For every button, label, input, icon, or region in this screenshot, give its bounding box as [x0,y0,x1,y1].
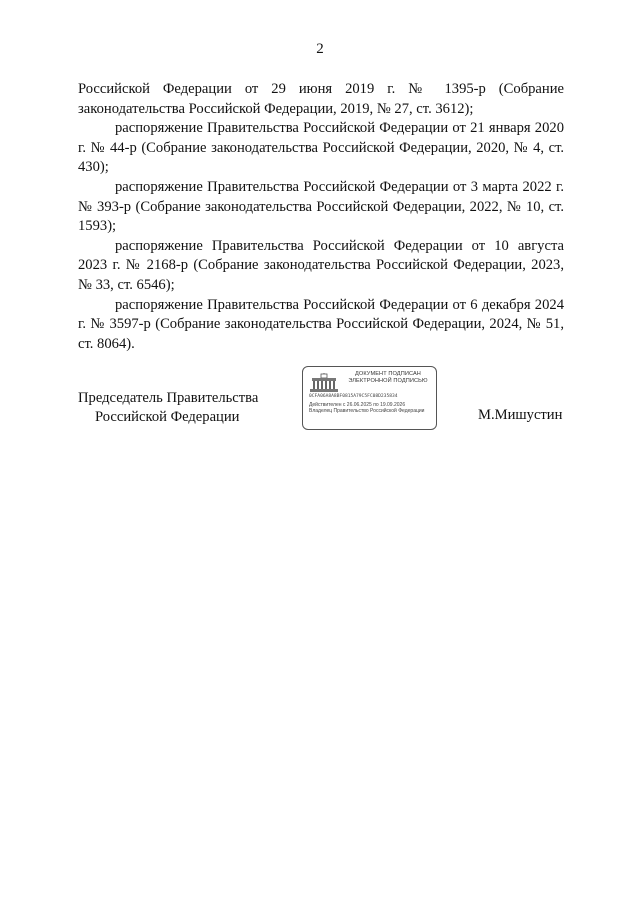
paragraph-2: распоряжение Правительства Российской Федерации от 21 января 2020 г. № 44-р (Собрание законодательства Российской Федерации, 2020, № 4, ст. 430); [78,120,564,176]
signer-name: М.Мишустин [478,407,563,423]
paragraph-5: распоряжение Правительства Российской Федерации от 6 декабря 2024 г. № 3597-р (Собрание законодательства Российской Федерации, 2024, № 51, ст. 8064). [78,296,564,352]
stamp-certificate: 0CFA06A8A8BF0815A79C5FC08D235834 [309,394,398,399]
stamp-title-line1: ДОКУМЕНТ ПОДПИСАН [355,371,421,377]
signer-title-line2: Российской Федерации [95,409,240,425]
stamp-validity: Действителен с 26.06.2025 по 19.09.2026 [309,402,406,408]
page-number: 2 [316,41,324,57]
paragraph-3: распоряжение Правительства Российской Федерации от 3 марта 2022 г. № 393-р (Собрание законодательства Российской Федерации, 2022, № 10, ст. 1593); [78,178,564,235]
signer-title [78,389,258,427]
document-body [78,80,564,354]
signer-title-line1: Председатель Правительства [78,390,259,406]
paragraph-1: Российской Федерации от 29 июня 2019 г. № 1395-р (Собрание законодательства Российской Федерации, 2019, № 27, ст. 3612); [78,81,564,117]
paragraph-4: распоряжение Правительства Российской Федерации от 10 августа 2023 г. № 2168-р (Собрание законодательства Российской Федерации, 2023, № 33, ст. 6546); [78,237,564,293]
stamp-title [343,371,433,385]
government-building-icon [309,373,339,393]
electronic-signature-stamp [302,366,437,430]
stamp-owner: Владелец Правительство Российской Федерации [309,408,425,414]
stamp-title-line2: ЭЛЕКТРОННОЙ ПОДПИСЬЮ [348,378,428,384]
